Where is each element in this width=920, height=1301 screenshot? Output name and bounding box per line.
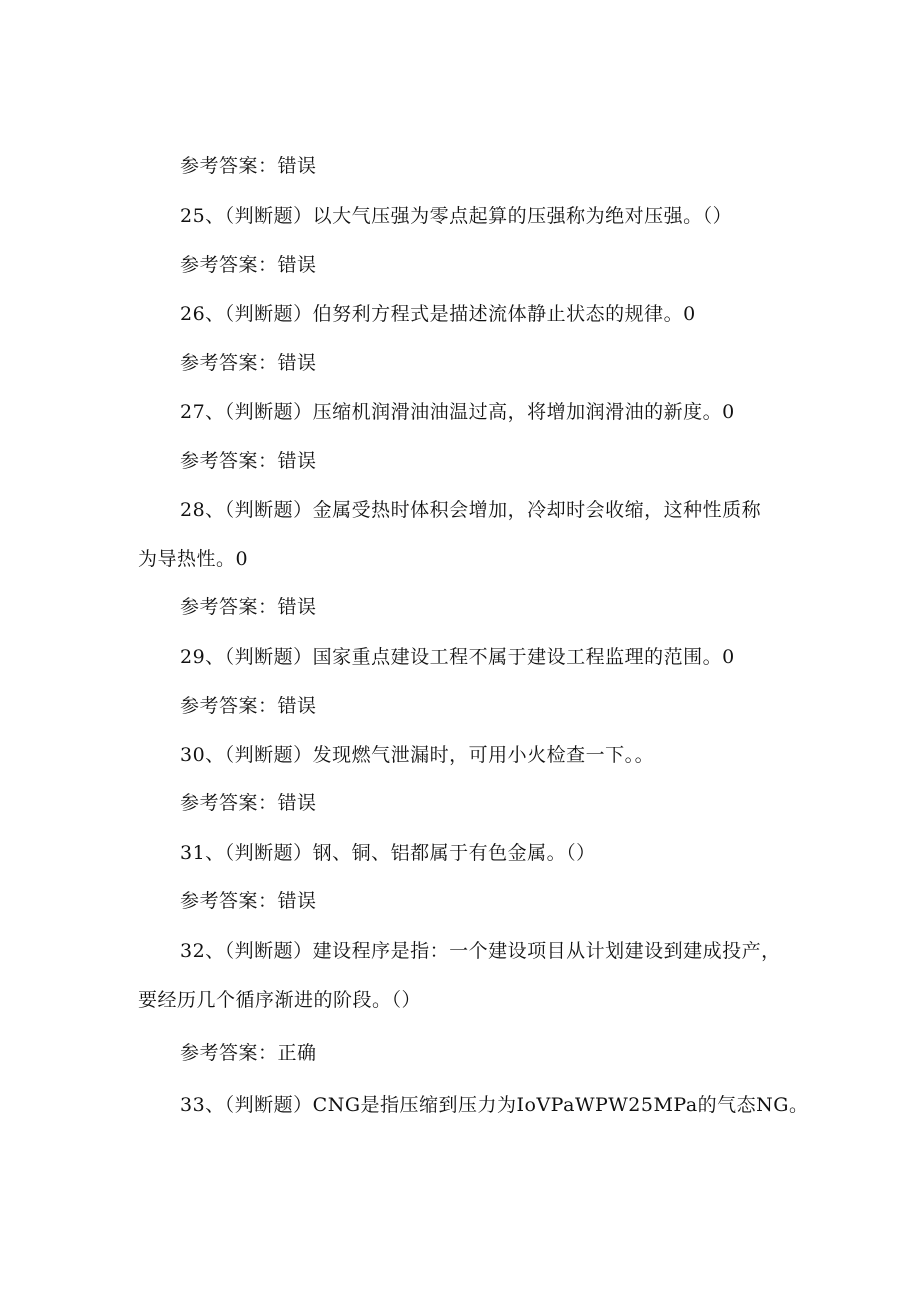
question-26: 26、（判断题）伯努利方程式是描述流体静止状态的规律。0 bbox=[180, 303, 696, 325]
question-29: 29、（判断题）国家重点建设工程不属于建设工程监理的范围。0 bbox=[180, 646, 735, 668]
question-27: 27、（判断题）压缩机润滑油油温过高，将增加润滑油的新度。0 bbox=[180, 401, 735, 423]
answer-line: 参考答案：正确 bbox=[180, 1042, 317, 1064]
answer-line: 参考答案：错误 bbox=[180, 792, 317, 814]
answer-line: 参考答案：错误 bbox=[180, 155, 317, 177]
question-28: 28、（判断题）金属受热时体积会增加，冷却时会收缩，这种性质称 bbox=[180, 499, 762, 521]
answer-line: 参考答案：错误 bbox=[180, 352, 317, 374]
question-33: 33、（判断题）CNG是指压缩到压力为IoVPaWPW25MPa的气态NG。 bbox=[180, 1094, 809, 1116]
question-32-continuation: 要经历几个循序渐进的阶段。（） bbox=[138, 989, 422, 1011]
question-30: 30、（判断题）发现燃气泄漏时，可用小火检查一下。。 bbox=[180, 744, 655, 766]
question-28-continuation: 为导热性。0 bbox=[138, 548, 249, 570]
question-32: 32、（判断题）建设程序是指：一个建设项目从计划建设到建成投产， bbox=[180, 940, 781, 962]
question-31: 31、（判断题）钢、铜、铝都属于有色金属。（） bbox=[180, 842, 596, 864]
answer-line: 参考答案：错误 bbox=[180, 254, 317, 276]
question-25: 25、（判断题）以大气压强为零点起算的压强称为绝对压强。（） bbox=[180, 205, 733, 227]
answer-line: 参考答案：错误 bbox=[180, 890, 317, 912]
answer-line: 参考答案：错误 bbox=[180, 450, 317, 472]
answer-line: 参考答案：错误 bbox=[180, 695, 317, 717]
answer-line: 参考答案：错误 bbox=[180, 596, 317, 618]
